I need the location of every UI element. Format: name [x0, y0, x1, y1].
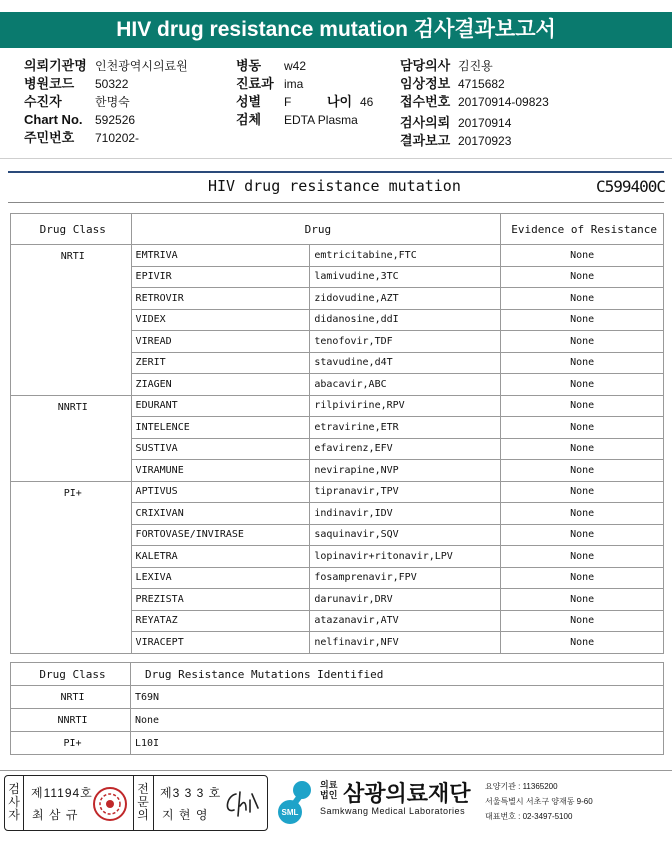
table-row [11, 395, 664, 417]
mutation-class-cell: PI+ [11, 732, 131, 755]
divider-v2 [133, 775, 134, 831]
header-mutations: Drug Resistance Mutations Identified [131, 663, 664, 686]
info-row [400, 114, 549, 132]
drug-generic-cell: indinavir,IDV [310, 503, 501, 525]
mutation-value-cell: T69N [131, 686, 664, 709]
tester-label: 검사자 [8, 782, 20, 822]
mutation-row [11, 686, 664, 709]
info-row [24, 111, 188, 129]
divider [0, 158, 672, 159]
evidence-cell: None [501, 567, 664, 589]
evidence-cell: None [501, 460, 664, 482]
drug-generic-cell: lamivudine,3TC [310, 266, 501, 288]
info-row [236, 111, 358, 129]
drug-generic-cell: etravirine,ETR [310, 417, 501, 439]
doctor-name: 지 현 영 [162, 808, 209, 822]
evidence-cell: None [501, 309, 664, 331]
info-label: 병원코드 [24, 76, 75, 91]
info-row [236, 75, 358, 93]
drug-brand-cell: FORTOVASE/INVIRASE [131, 524, 310, 546]
evidence-cell: None [501, 352, 664, 374]
header-drug: Drug [131, 214, 501, 245]
evidence-cell: None [501, 524, 664, 546]
evidence-cell: None [501, 632, 664, 654]
logo-text: SML [281, 808, 299, 817]
org-english: Samkwang Medical Laboratories [320, 806, 466, 816]
organization-logo [272, 778, 316, 826]
evidence-cell: None [501, 331, 664, 353]
mutation-value-cell: None [131, 709, 664, 732]
info-label: 접수번호 [400, 94, 451, 109]
evidence-cell: None [501, 395, 664, 417]
header-mut-class: Drug Class [11, 663, 131, 686]
info-value: w42 [284, 59, 307, 73]
info-label: 결과보고 [400, 133, 451, 148]
org-name: 삼광의료재단 [343, 781, 471, 806]
drug-brand-cell: VIRAMUNE [131, 460, 310, 482]
report-title: HIV drug resistance mutation 검사결과보고서 [0, 12, 672, 48]
divider-v1 [23, 775, 24, 831]
drug-brand-cell: PREZISTA [131, 589, 310, 611]
drug-generic-cell: tenofovir,TDF [310, 331, 501, 353]
info-row [400, 75, 549, 93]
drug-brand-cell: REYATAZ [131, 610, 310, 632]
info-value: 인천광역시의료원 [95, 59, 188, 73]
drug-generic-cell: rilpivirine,RPV [310, 395, 501, 417]
drug-brand-cell: EMTRIVA [131, 245, 310, 267]
age-value: 46 [359, 95, 374, 109]
drug-generic-cell: efavirenz,EFV [310, 438, 501, 460]
info-label: 성별 [236, 94, 262, 109]
drug-table [10, 213, 664, 654]
info-value: ima [284, 77, 304, 91]
evidence-cell: None [501, 374, 664, 396]
info-row [400, 93, 549, 111]
drug-brand-cell: CRIXIVAN [131, 503, 310, 525]
section-rule [8, 171, 664, 173]
mutation-class-cell: NRTI [11, 686, 131, 709]
evidence-cell: None [501, 589, 664, 611]
drug-brand-cell: EDURANT [131, 395, 310, 417]
info-label: 담당의사 [400, 58, 451, 73]
seal-stamp [92, 786, 128, 822]
info-label: 검체 [236, 112, 262, 127]
drug-generic-cell: fosamprenavir,FPV [310, 567, 501, 589]
info-label: 검사의뢰 [400, 115, 451, 130]
info-label: 수진자 [24, 94, 62, 109]
drug-generic-cell: saquinavir,SQV [310, 524, 501, 546]
tester-name: 최 삼 규 [32, 808, 79, 822]
drug-generic-cell: darunavir,DRV [310, 589, 501, 611]
drug-generic-cell: atazanavir,ATV [310, 610, 501, 632]
test-code: C599400C [596, 177, 666, 196]
info-value: EDTA Plasma [284, 113, 358, 127]
info-value: 김진용 [458, 59, 493, 73]
drug-generic-cell: abacavir,ABC [310, 374, 501, 396]
info-row [24, 75, 188, 93]
tester-number: 제11194호 [31, 786, 93, 800]
evidence-cell: None [501, 503, 664, 525]
info-value: 50322 [95, 77, 129, 91]
age-field [327, 93, 373, 111]
signature [222, 788, 262, 820]
evidence-cell: None [501, 245, 664, 267]
divider-v3 [153, 775, 154, 831]
drug-brand-cell: EPIVIR [131, 266, 310, 288]
info-value: 20170923 [458, 134, 512, 148]
evidence-cell: None [501, 288, 664, 310]
info-column-3 [400, 57, 549, 150]
drug-generic-cell: nevirapine,NVP [310, 460, 501, 482]
info-value: 710202- [95, 131, 140, 145]
header-drug-class: Drug Class [11, 214, 132, 245]
table-row [11, 481, 664, 503]
drug-brand-cell: ZERIT [131, 352, 310, 374]
info-value: 20170914 [458, 116, 512, 130]
header-evidence: Evidence of Resistance [501, 214, 664, 245]
drug-generic-cell: lopinavir+ritonavir,LPV [310, 546, 501, 568]
drug-brand-cell: KALETRA [131, 546, 310, 568]
org-line-1: 요양기관 : 11365200 [485, 782, 558, 791]
age-label: 나이 [327, 94, 353, 109]
info-value: 한명숙 [95, 95, 130, 109]
drug-brand-cell: RETROVIR [131, 288, 310, 310]
info-row [24, 129, 188, 147]
org-line-3: 대표번호 : 02-3497-5100 [485, 812, 573, 821]
mutation-row [11, 709, 664, 732]
drug-generic-cell: emtricitabine,FTC [310, 245, 501, 267]
mutation-value-cell: L10I [131, 732, 664, 755]
info-row [24, 57, 188, 75]
drug-class-cell: PI+ [11, 481, 132, 653]
info-column-1 [24, 57, 188, 147]
info-value: 592526 [95, 113, 136, 127]
info-row [400, 132, 549, 150]
drug-class-cell: NRTI [11, 245, 132, 396]
doctor-label: 전문의 [137, 782, 149, 822]
drug-generic-cell: nelfinavir,NFV [310, 632, 501, 654]
info-row [400, 57, 549, 75]
info-row [24, 93, 188, 111]
footer-divider [0, 770, 672, 771]
info-label: 주민번호 [24, 130, 75, 145]
org-prefix: 의료법인 [320, 780, 338, 800]
evidence-cell: None [501, 610, 664, 632]
info-label: 의뢰기관명 [24, 58, 87, 73]
evidence-cell: None [501, 546, 664, 568]
drug-brand-cell: SUSTIVA [131, 438, 310, 460]
info-value: 4715682 [458, 77, 505, 91]
drug-brand-cell: LEXIVA [131, 567, 310, 589]
drug-brand-cell: ZIAGEN [131, 374, 310, 396]
info-label: Chart No. [24, 112, 83, 127]
drug-generic-cell: tipranavir,TPV [310, 481, 501, 503]
drug-generic-cell: zidovudine,AZT [310, 288, 501, 310]
info-label: 병동 [236, 58, 262, 73]
org-line-2: 서울특별시 서초구 양재동 9-60 [485, 797, 593, 806]
evidence-cell: None [501, 417, 664, 439]
evidence-cell: None [501, 438, 664, 460]
drug-brand-cell: APTIVUS [131, 481, 310, 503]
mutation-table [10, 662, 664, 755]
section-underline [8, 202, 664, 203]
drug-generic-cell: stavudine,d4T [310, 352, 501, 374]
drug-brand-cell: VIREAD [131, 331, 310, 353]
drug-brand-cell: VIRACEPT [131, 632, 310, 654]
drug-brand-cell: VIDEX [131, 309, 310, 331]
section-title: HIV drug resistance mutation [208, 177, 461, 195]
drug-class-cell: NNRTI [11, 395, 132, 481]
drug-generic-cell: didanosine,ddI [310, 309, 501, 331]
doctor-number: 제3 3 3 호 [160, 786, 222, 800]
info-value: F [284, 95, 292, 109]
mutation-class-cell: NNRTI [11, 709, 131, 732]
info-label: 임상정보 [400, 76, 451, 91]
mutation-row [11, 732, 664, 755]
info-label: 진료과 [236, 76, 274, 91]
drug-brand-cell: INTELENCE [131, 417, 310, 439]
info-row [236, 57, 358, 75]
table-row [11, 245, 664, 267]
evidence-cell: None [501, 266, 664, 288]
evidence-cell: None [501, 481, 664, 503]
info-value: 20170914-09823 [458, 95, 549, 109]
